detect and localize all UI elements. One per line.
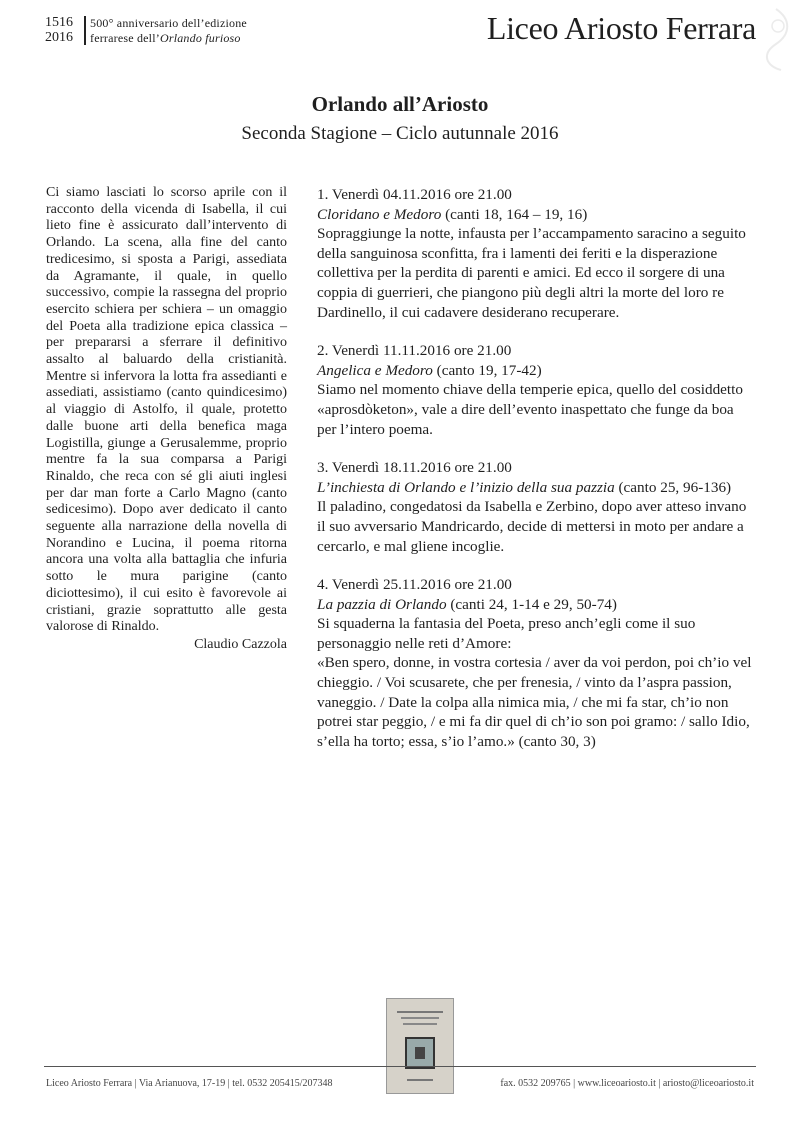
- anniversary-note: [90, 16, 290, 46]
- event-date: 2. Venerdì 11.11.2016 ore 21.00: [317, 342, 512, 360]
- event-work-ref: (canto 19, 17-42): [432, 361, 542, 379]
- events-list: [317, 185, 754, 770]
- watermark-logo: [756, 4, 796, 74]
- header-divider: [84, 16, 86, 45]
- school-name: Liceo Ariosto Ferrara: [486, 10, 756, 46]
- event-description: Siamo nel momento chiave della temperie epica, quello del cosiddetto «aprosdòketon», vale a dire dell’evento inaspettato che funge da boa per l’intero poema.: [317, 381, 743, 438]
- event-description: Si squaderna la fantasia del Poeta, preso anch’egli come il suo personaggio nelle reti d’Amore:: [317, 615, 696, 652]
- page-title: Orlando all’Ariosto: [311, 92, 489, 116]
- intro-text: Ci siamo lasciati lo scorso aprile con il racconto della vicenda di Isabella, il cui lieto fine è assicurato dall’intervento di Orlando. La scena, alla fine del canto tredicesimo, si sposta a Parigi, assediata da Agramante, il quale, in quello successivo, compie la rassegna del proprio esercito schiera per schiera – un omaggio del Poeta alla tradizione epica classica – per prepararsi a sferrare il definitivo assalto al baluardo della cristianità. Mentre si infervora la lotta fra assedianti e assediati, assistiamo (canto quindicesimo) al viaggio di Astolfo, il quale, protetto dalle buone arti della benefica maga Logistilla, giunge a Gerusalemme, proprio mentre fa la sua comparsa a Parigi Rinaldo, che reca con sé gli aiuti inglesi per dar man forte a Carlo Magno (canto sedicesimo). Dopo aver dedicato il canto seguente alla narrazione della novella di Norandino e Lucina, il poema ritorna ancora una volta alla battaglia che infuria sotto le mura parigine (canto diciottesimo), il cui esito è favorevole ai cristiani, grazie soprattutto alle gesta valorose di Rinaldo.: [46, 185, 287, 635]
- event-work-title: Cloridano e Medoro: [317, 205, 442, 223]
- event-work: [317, 361, 754, 381]
- anniversary-line-2: [90, 31, 290, 46]
- event-work-title: Angelica e Medoro: [317, 361, 433, 379]
- event-work: [317, 205, 754, 225]
- author-signature: Claudio Cazzola: [194, 636, 287, 652]
- footer-contact-left: Liceo Ariosto Ferrara | Via Arianuova, 17-19 | tel. 0532 205415/207348: [46, 1078, 333, 1089]
- year-start: 1516: [45, 15, 73, 30]
- anniversary-line-2-prefix: ferrarese dell’: [90, 31, 160, 45]
- year-end: 2016: [45, 30, 73, 45]
- event-description: Sopraggiunge la notte, infausta per l’accampamento saracino a seguito della sanguinosa sconfitta, fra i lamenti dei feriti e la disperazione collettiva per la perdita di parenti e amici. Ed ecco il sorgere di una coppia di guerrieri, che piangono più degli altri la morte del loro re Dardinello, il cui cadavere desiderano recuperare.: [317, 225, 746, 321]
- book-cover-image: [386, 998, 454, 1094]
- event-item: [317, 185, 754, 322]
- footer-contact-right: fax. 0532 209765 | www.liceoariosto.it | ariosto@liceoariosto.it: [500, 1078, 754, 1089]
- event-work: [317, 478, 754, 498]
- footer-divider: [44, 1066, 756, 1067]
- event-work-ref: (canti 24, 1-14 e 29, 50-74): [446, 595, 617, 613]
- event-date: 1. Venerdì 04.11.2016 ore 21.00: [317, 186, 512, 203]
- event-item: [317, 458, 754, 556]
- event-date: 4. Venerdì 25.11.2016 ore 21.00: [317, 576, 512, 594]
- event-date: 3. Venerdì 18.11.2016 ore 21.00: [317, 459, 512, 477]
- event-item: [317, 341, 754, 439]
- event-work-title: La pazzia di Orlando: [317, 595, 447, 613]
- event-quote: «Ben spero, donne, in vostra cortesia / aver da voi perdon, poi ch’io vel chieggio. / Voi scusarete, che per frenesia, / vinto da l’aspra passion, vaneggio. / Date la colpa alla nimica mia, / che mi fa star, ch’io non potrei star peggio, / e mi fa dir quel di ch’io son poi gramo: / sallo Idio, s’ella ha torto; essa, s’io l’amo.» (canto 30, 3): [317, 654, 752, 750]
- anniversary-line-2-italic: Orlando furioso: [159, 31, 241, 45]
- event-work: [317, 595, 754, 615]
- header-years: [45, 15, 83, 45]
- event-work-ref: (canti 18, 164 – 19, 16): [441, 205, 588, 223]
- event-work-title: L’inchiesta di Orlando e l’inizio della sua pazzia: [317, 478, 615, 496]
- intro-column: [46, 185, 287, 654]
- page-subtitle: Seconda Stagione – Ciclo autunnale 2016: [241, 123, 559, 144]
- event-description: Il paladino, congedatosi da Isabella e Zerbino, dopo aver atteso invano il suo avversario Mandricardo, decide di mettersi in moto per andare a cercarlo, e mal gliene incoglie.: [317, 498, 747, 555]
- event-work-ref: (canto 25, 96-136): [614, 478, 732, 496]
- event-item: [317, 575, 754, 751]
- anniversary-line-1: 500° anniversario dell’edizione: [90, 16, 247, 30]
